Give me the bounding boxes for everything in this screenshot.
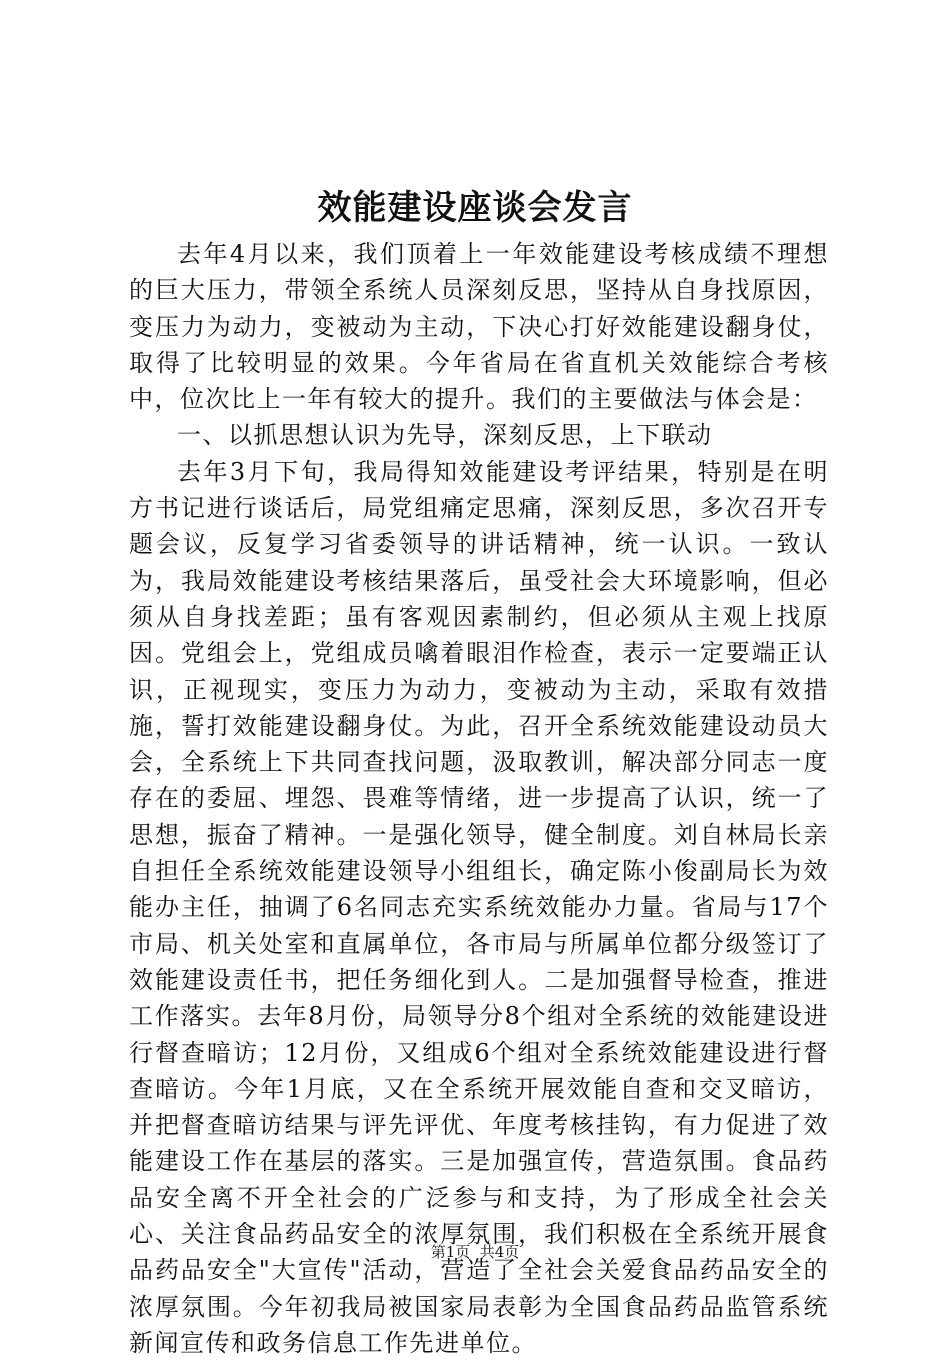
document-body [129, 236, 829, 1361]
page-number-footer: 第1页 共4页 [430, 1243, 520, 1261]
intro-paragraph: 去年4月以来，我们顶着上一年效能建设考核成绩不理想的巨大压力，带领全系统人员深刻反思，坚持从自身找原因，变压力为动力，变被动为主动，下决心打好效能建设翻身仗，取得了比较明显的效果。今年省局在省直机关效能综合考核中，位次比上一年有较大的提升。我们的主要做法与体会是： [129, 240, 829, 414]
section-heading: 一、以抓思想认识为先导，深刻反思，上下联动 [177, 421, 713, 450]
document-title: 效能建设座谈会发言 [317, 188, 633, 228]
section-paragraph: 去年3月下旬，我局得知效能建设考评结果，特别是在明方书记进行谈话后，局党组痛定思痛，深刻反思，多次召开专题会议，反复学习省委领导的讲话精神，统一认识。一致认为，我局效能建设考核结果落后，虽受社会大环境影响，但必须从自身找差距；虽有客观因素制约，但必须从主观上找原因。党组会上，党组成员噙着眼泪作检查，表示一定要端正认识，正视现实，变压力为动力，变被动为主动，采取有效措施，誓打效能建设翻身仗。为此，召开全系统效能建设动员大会，全系统上下共同查找问题，汲取教训，解决部分同志一度存在的委屈、埋怨、畏难等情绪，进一步提高了认识，统一了思想，振奋了精神。一是强化领导，健全制度。刘自林局长亲自担任全系统效能建设领导小组组长，确定陈小俊副局长为效能办主任，抽调了6名同志充实系统效能办力量。省局与17个市局、机关处室和直属单位，各市局与所属单位都分级签订了效能建设责任书，把任务细化到人。二是加强督导检查，推进工作落实。去年8月份，局领导分8个组对全系统的效能建设进行督查暗访；12月份，又组成6个组对全系统效能建设进行督查暗访。今年1月底，又在全系统开展效能自查和交叉暗访，并把督查暗访结果与评先评优、年度考核挂钩，有力促进了效能建设工作在基层的落实。三是加强宣传，营造氛围。食品药品安全离不开全社会的广泛参与和支持，为了形成全社会关心、关注食品药品安全的浓厚氛围，我们积极在全系统开展食品药品安全"大宣传"活动，营造了全社会关爱食品药品安全的浓厚氛围。今年初我局被国家局表彰为全国食品药品监管系统新闻宣传和政务信息工作先进单位。 [129, 457, 829, 1357]
